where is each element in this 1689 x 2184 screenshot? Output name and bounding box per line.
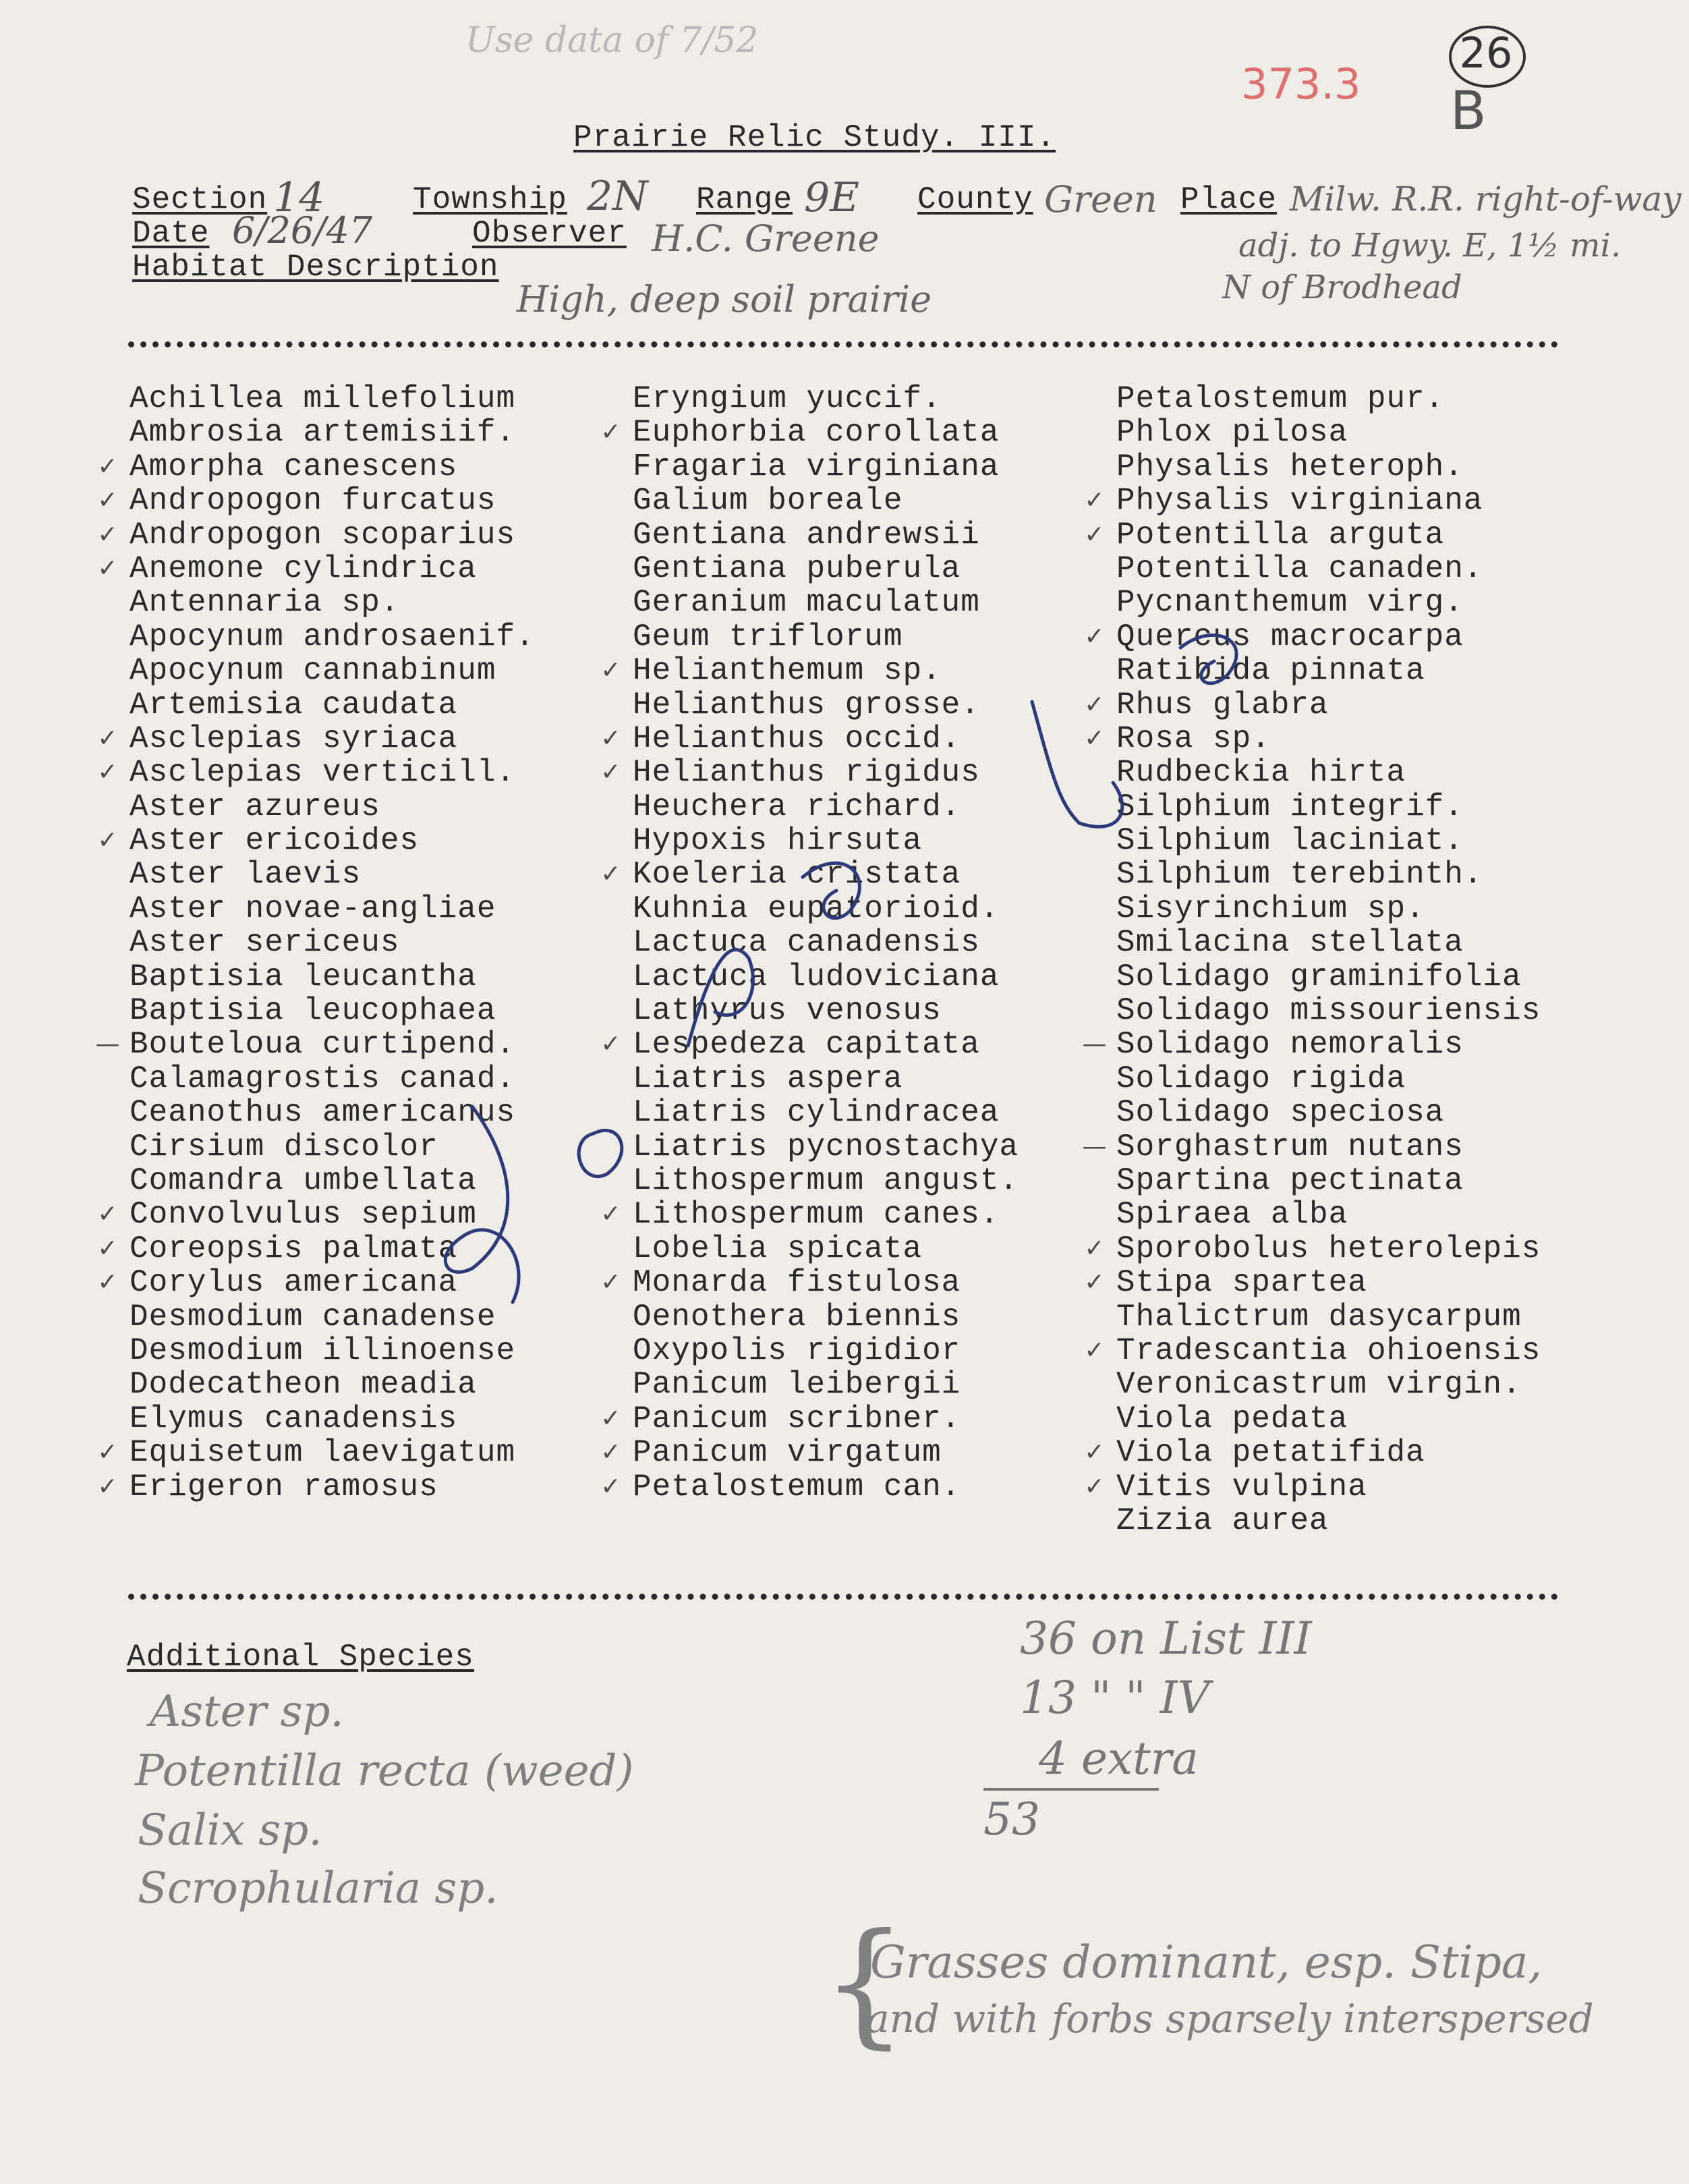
species-name: Helianthus grosse. <box>633 687 980 723</box>
species-name: Koeleria cristata <box>633 857 961 893</box>
species-name: Petalostemum can. <box>633 1469 961 1505</box>
additional-species-item: Aster sp. <box>150 1687 344 1737</box>
check-mark-icon: ✓ <box>600 1030 622 1059</box>
dash-mark-icon: — <box>1082 1132 1108 1160</box>
species-name: Potentilla arguta <box>1116 517 1445 553</box>
tally-total: 53 <box>983 1793 1040 1845</box>
dash-mark-icon: — <box>95 1030 121 1059</box>
species-name: Geranium maculatum <box>633 585 980 621</box>
species-name: Physalis virginiana <box>1116 483 1483 519</box>
species-name: Lactuca ludoviciana <box>633 959 1000 995</box>
place-label: Place <box>1180 182 1278 217</box>
species-name: Aster ericoides <box>130 823 420 859</box>
species-name: Asclepias verticill. <box>130 755 516 791</box>
range-label: Range <box>696 182 793 217</box>
species-name: Cirsium discolor <box>130 1129 438 1165</box>
check-mark-icon: ✓ <box>97 1200 119 1229</box>
check-mark-icon: ✓ <box>600 860 622 889</box>
species-name: Vitis vulpina <box>1116 1469 1367 1505</box>
species-name: Heuchera richard. <box>633 789 961 824</box>
check-mark-icon: ✓ <box>600 724 622 752</box>
species-name: Panicum leibergii <box>633 1367 961 1403</box>
species-name: Ambrosia artemisiif. <box>130 415 516 451</box>
species-name: Equisetum laevigatum <box>130 1435 516 1471</box>
species-name: Elymus canadensis <box>130 1401 458 1436</box>
habitat-label: Habitat Description <box>132 250 499 285</box>
additional-species-item: Scrophularia sp. <box>138 1864 498 1913</box>
species-name: Liatris aspera <box>633 1061 903 1096</box>
place-value-line3: N of Brodhead <box>1222 269 1462 306</box>
check-mark-icon: ✓ <box>600 1472 622 1501</box>
check-mark-icon: ✓ <box>97 724 119 752</box>
place-value-line2: adj. to Hgwy. E, 1½ mi. <box>1238 227 1622 264</box>
additional-species-item: Potentilla recta (weed) <box>135 1746 634 1796</box>
note-line-1: Grasses dominant, esp. Stipa, <box>870 1936 1543 1988</box>
species-name: Oxypolis rigidior <box>633 1333 961 1368</box>
species-name: Andropogon scoparius <box>130 517 516 553</box>
species-name: Panicum virgatum <box>633 1435 942 1471</box>
brace: { <box>822 1905 908 2062</box>
check-mark-icon: ✓ <box>97 452 119 480</box>
check-mark-icon: ✓ <box>1084 1472 1106 1501</box>
species-name: Anemone cylindrica <box>130 551 477 586</box>
range-value: 9E <box>804 174 859 221</box>
species-name: Galium boreale <box>633 483 903 519</box>
species-name: Aster novae-angliae <box>130 891 496 926</box>
species-name: Lithospermum canes. <box>633 1197 1000 1233</box>
check-mark-icon: ✓ <box>600 656 622 685</box>
section-label: Section <box>132 182 268 217</box>
species-name: Apocynum androsaenif. <box>130 619 535 654</box>
species-name: Quercus macrocarpa <box>1116 619 1464 654</box>
catalog-number: 373.3 <box>1241 59 1361 109</box>
species-name: Silphium integrif. <box>1116 789 1464 824</box>
township-value: 2N <box>587 173 648 220</box>
check-mark-icon: ✓ <box>600 1268 622 1297</box>
check-mark-icon: ✓ <box>600 1404 622 1432</box>
check-mark-icon: ✓ <box>97 827 119 855</box>
species-name: Lithospermum angust. <box>633 1163 1019 1198</box>
species-name: Helianthus rigidus <box>633 755 980 791</box>
species-name: Solidago rigida <box>1116 1061 1406 1096</box>
species-name: Lobelia spicata <box>633 1231 923 1266</box>
species-name: Fragaria virginiana <box>633 449 1000 484</box>
species-name: Convolvulus sepium <box>130 1197 477 1233</box>
species-name: Desmodium illinoense <box>130 1333 516 1368</box>
check-mark-icon: ✓ <box>97 1472 119 1501</box>
note-line-2: and with forbs sparsely interspersed <box>866 1996 1594 2042</box>
species-name: Erigeron ramosus <box>130 1469 438 1505</box>
species-name: Ratibida pinnata <box>1116 653 1425 689</box>
county-label: County <box>917 182 1033 217</box>
species-name: Hypoxis hirsuta <box>633 823 923 859</box>
check-mark-icon: ✓ <box>1084 724 1106 752</box>
check-mark-icon: ✓ <box>97 758 119 787</box>
species-name: Baptisia leucophaea <box>130 993 496 1029</box>
species-name: Amorpha canescens <box>130 449 458 484</box>
species-name: Thalictrum dasycarpum <box>1116 1299 1522 1335</box>
species-name: Solidago speciosa <box>1116 1095 1445 1131</box>
sheet-letter: B <box>1450 81 1487 142</box>
additional-species-item: Salix sp. <box>138 1805 322 1855</box>
species-name: Solidago nemoralis <box>1116 1027 1464 1063</box>
check-mark-icon: ✓ <box>1084 520 1106 549</box>
species-name: Liatris pycnostachya <box>633 1129 1019 1165</box>
check-mark-icon: ✓ <box>1084 486 1106 515</box>
date-label: Date <box>132 216 210 251</box>
page-title: Prairie Relic Study. III. <box>573 120 1056 155</box>
check-mark-icon: ✓ <box>1084 1234 1106 1262</box>
species-name: Helianthemum sp. <box>633 653 942 689</box>
species-name: Gentiana puberula <box>633 551 961 586</box>
check-mark-icon: ✓ <box>600 758 622 787</box>
species-name: Monarda fistulosa <box>633 1265 961 1301</box>
county-value: Green <box>1044 178 1157 221</box>
check-mark-icon: ✓ <box>97 1268 119 1297</box>
species-name: Physalis heteroph. <box>1116 449 1464 484</box>
species-name: Apocynum cannabinum <box>130 653 496 689</box>
species-name: Spiraea alba <box>1116 1197 1348 1233</box>
species-name: Potentilla canaden. <box>1116 551 1483 586</box>
check-mark-icon: ✓ <box>97 554 119 582</box>
species-name: Eryngium yuccif. <box>633 381 942 416</box>
species-name: Pycnanthemum virg. <box>1116 585 1464 621</box>
species-name: Asclepias syriaca <box>130 721 458 756</box>
species-name: Rudbeckia hirta <box>1116 755 1406 791</box>
species-name: Antennaria sp. <box>130 585 400 621</box>
species-name: Stipa spartea <box>1116 1265 1367 1301</box>
species-name: Tradescantia ohioensis <box>1116 1333 1541 1368</box>
check-mark-icon: ✓ <box>97 486 119 515</box>
species-name: Lespedeza capitata <box>633 1027 980 1063</box>
place-value-line1: Milw. R.R. right-of-way <box>1290 179 1682 219</box>
check-mark-icon: ✓ <box>1084 1336 1106 1364</box>
check-mark-icon: ✓ <box>97 1438 119 1467</box>
species-name: Liatris cylindracea <box>633 1095 1000 1131</box>
dash-mark-icon: — <box>1082 1030 1108 1059</box>
species-name: Coreopsis palmata <box>130 1231 458 1266</box>
check-mark-icon: ✓ <box>97 1234 119 1262</box>
check-mark-icon: ✓ <box>600 418 622 447</box>
species-name: Desmodium canadense <box>130 1299 496 1335</box>
species-name: Solidago missouriensis <box>1116 993 1541 1029</box>
species-name: Artemisia caudata <box>130 687 458 723</box>
date-value: 6/26/47 <box>232 209 373 252</box>
species-name: Oenothera biennis <box>633 1299 961 1335</box>
species-name: Andropogon furcatus <box>130 483 496 519</box>
check-mark-icon: ✓ <box>97 520 119 549</box>
additional-species-heading: Additional Species <box>127 1640 474 1675</box>
species-name: Silphium laciniat. <box>1116 823 1464 859</box>
species-name: Helianthus occid. <box>633 721 961 756</box>
tally-rule <box>983 1788 1159 1791</box>
species-name: Lathyrus venosus <box>633 993 942 1029</box>
species-name: Aster laevis <box>130 857 362 893</box>
township-label: Township <box>413 182 567 217</box>
check-mark-icon: ✓ <box>1084 1268 1106 1297</box>
species-name: Petalostemum pur. <box>1116 381 1445 416</box>
species-name: Sorghastrum nutans <box>1116 1129 1464 1165</box>
species-name: Bouteloua curtipend. <box>130 1027 516 1063</box>
observer-value: H.C. Greene <box>652 217 880 260</box>
species-name: Silphium terebinth. <box>1116 857 1483 893</box>
species-name: Achillea millefolium <box>130 381 516 416</box>
section-value: 14 <box>273 174 325 221</box>
species-name: Kuhnia eupatorioid. <box>633 891 1000 926</box>
species-name: Rhus glabra <box>1116 687 1329 723</box>
species-name: Panicum scribner. <box>633 1401 961 1436</box>
species-name: Ceanothus americanus <box>130 1095 516 1131</box>
tally-line-2: 13 " " IV <box>1020 1672 1210 1724</box>
species-name: Aster sericeus <box>130 925 400 961</box>
species-name: Zizia aurea <box>1116 1503 1329 1538</box>
check-mark-icon: ✓ <box>600 1438 622 1467</box>
species-name: Aster azureus <box>130 789 380 824</box>
species-name: Viola petatifida <box>1116 1435 1425 1471</box>
check-mark-icon: ✓ <box>600 1200 622 1229</box>
species-name: Veronicastrum virgin. <box>1116 1367 1522 1403</box>
check-mark-icon: ✓ <box>1084 1438 1106 1467</box>
tally-line-3: 4 extra <box>1039 1733 1199 1785</box>
tally-line-1: 36 on List III <box>1020 1613 1312 1664</box>
species-name: Baptisia leucantha <box>130 959 477 995</box>
species-name: Geum triflorum <box>633 619 903 654</box>
species-name: Viola pedata <box>1116 1401 1348 1436</box>
species-name: Spartina pectinata <box>1116 1163 1464 1198</box>
species-name: Rosa sp. <box>1116 721 1271 756</box>
species-name: Euphorbia corollata <box>633 415 1000 451</box>
species-name: Lactuca canadensis <box>633 925 980 961</box>
species-name: Sporobolus heterolepis <box>1116 1231 1541 1266</box>
species-name: Gentiana andrewsii <box>633 517 980 553</box>
species-name: Calamagrostis canad. <box>130 1061 516 1096</box>
check-mark-icon: ✓ <box>1084 690 1106 719</box>
species-name: Corylus americana <box>130 1265 458 1301</box>
observer-label: Observer <box>472 216 627 251</box>
species-name: Phlox pilosa <box>1116 415 1348 451</box>
species-name: Sisyrinchium sp. <box>1116 891 1425 926</box>
species-name: Solidago graminifolia <box>1116 959 1522 995</box>
sheet-number: 26 <box>1459 28 1513 78</box>
species-name: Dodecatheon meadia <box>130 1367 477 1403</box>
species-name: Smilacina stellata <box>1116 925 1464 961</box>
habitat-value: High, deep soil prairie <box>517 278 932 320</box>
species-name: Comandra umbellata <box>130 1163 477 1198</box>
check-mark-icon: ✓ <box>1084 622 1106 650</box>
top-note: Use data of 7/52 <box>465 20 759 61</box>
